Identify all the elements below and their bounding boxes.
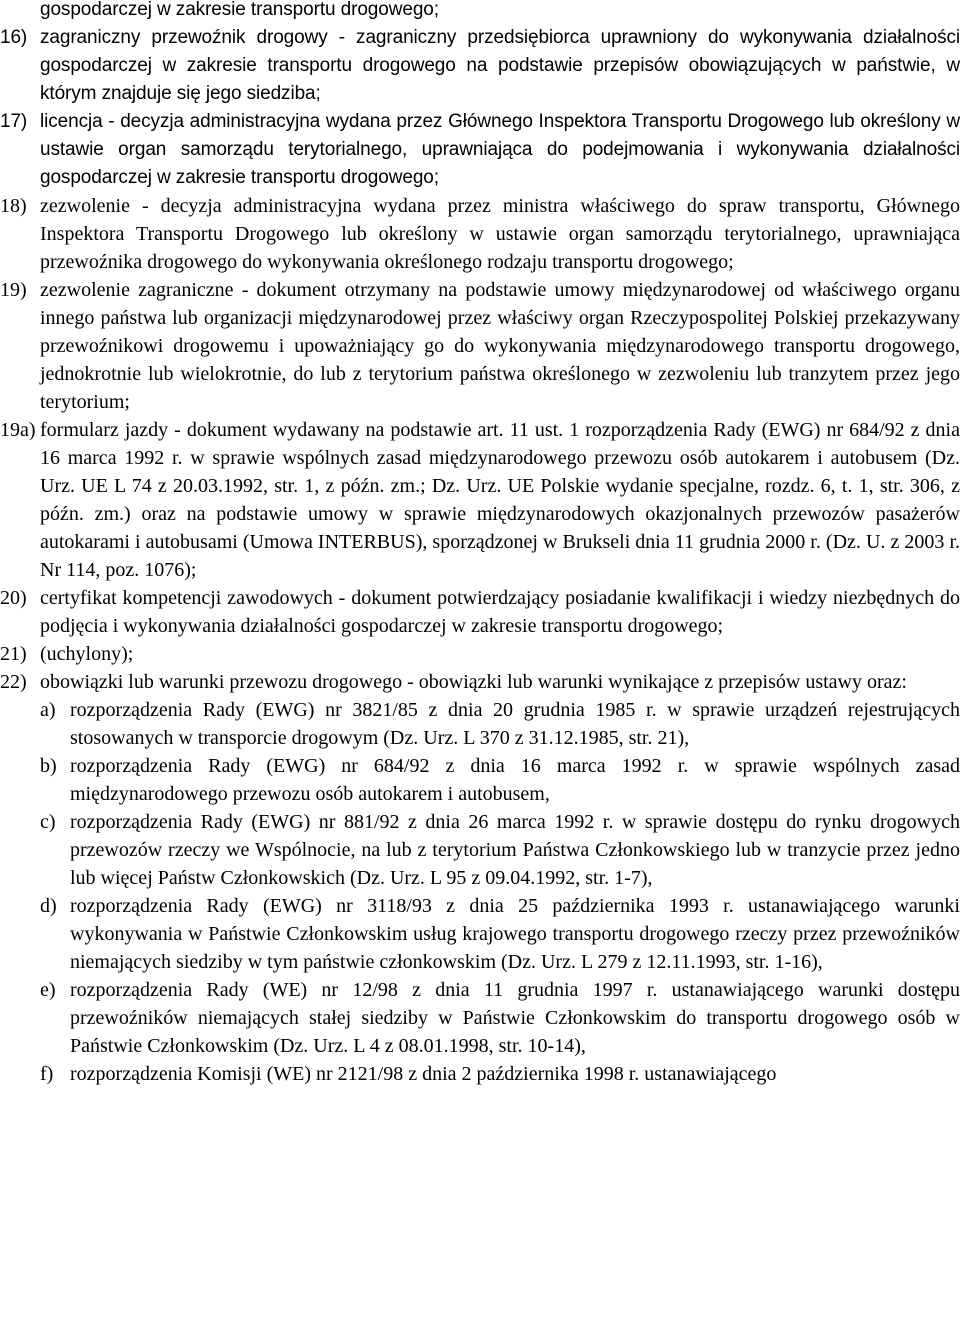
sub-item-letter: f) bbox=[40, 1063, 54, 1085]
item-number: 20) bbox=[0, 587, 27, 609]
sub-item-d bbox=[0, 892, 960, 976]
sub-item-letter: b) bbox=[40, 755, 57, 777]
sub-item-text: rozporządzenia Rady (EWG) nr 684/92 z dnia 16 marca 1992 r. w sprawie wspólnych zasad międzynarodowego przewozu osób autokarem i autobusem, bbox=[70, 755, 960, 805]
paragraph-text: gospodarczej w zakresie transportu drogowego; bbox=[40, 0, 439, 20]
sub-item-letter: e) bbox=[40, 979, 56, 1001]
item-text: licencja - decyzja administracyjna wydana przez Głównego Inspektora Transportu Drogowego lub określony w ustawie organ samorządu terytorialnego, uprawniająca do podejmowania i wykonywania działalności gospodarczej w zakresie transportu drogowego; bbox=[40, 111, 960, 188]
sub-item-b bbox=[0, 752, 960, 808]
sub-item-c bbox=[0, 808, 960, 892]
item-text: obowiązki lub warunki przewozu drogowego - obowiązki lub warunki wynikające z przepisów ustawy oraz: bbox=[40, 671, 907, 693]
sub-item-letter: d) bbox=[40, 895, 57, 917]
item-number: 18) bbox=[0, 195, 27, 217]
item-text: zezwolenie - decyzja administracyjna wydana przez ministra właściwego do spraw transportu, Głównego Inspektora Transportu Drogowego lub określony w ustawie organ samorządu terytorialnego, uprawniająca przewoźnika drogowego do wykonywania określonego rodzaju transportu drogowego; bbox=[40, 195, 960, 273]
definition-item-19 bbox=[0, 276, 960, 416]
paragraph-continuation bbox=[0, 0, 960, 24]
definition-item-21 bbox=[0, 640, 960, 668]
sub-item-text: rozporządzenia Rady (EWG) nr 881/92 z dnia 26 marca 1992 r. w sprawie dostępu do rynku drogowych przewozów rzeczy we Wspólnocie, na lub z terytorium Państwa Członkowskiego lub w tranzycie przez jedno lub więcej Państw Członkowskich (Dz. Urz. L 95 z 09.04.1992, str. 1-7), bbox=[70, 811, 960, 889]
definition-item-17 bbox=[0, 108, 960, 192]
item-number: 19a) bbox=[0, 419, 36, 441]
definition-item-22 bbox=[0, 668, 960, 696]
item-number: 17) bbox=[0, 111, 28, 132]
item-text: formularz jazdy - dokument wydawany na podstawie art. 11 ust. 1 rozporządzenia Rady (EWG) nr 684/92 z dnia 16 marca 1992 r. w sprawie wspólnych zasad międzynarodowego przewozu osób autokarem i autobusem (Dz. Urz. UE L 74 z 20.03.1992, str. 1, z późn. zm.; Dz. Urz. UE Polskie wydanie specjalne, rozdz. 6, t. 1, str. 306, z późn. zm.) oraz na podstawie umowy w sprawie międzynarodowych okazjonalnych przewozów pasażerów autokarami i autobusami (Umowa INTERBUS), sporządzonej w Brukseli dnia 11 grudnia 2000 r. (Dz. U. z 2003 r. Nr 114, poz. 1076); bbox=[40, 419, 960, 581]
sub-item-text: rozporządzenia Rady (WE) nr 12/98 z dnia 11 grudnia 1997 r. ustanawiającego warunki dostępu przewoźników niemających stałej siedziby w Państwie Członkowskim do transportu drogowego osób w Państwie Członkowskim (Dz. Urz. L 4 z 08.01.1998, str. 10-14), bbox=[70, 979, 960, 1057]
item-number: 22) bbox=[0, 671, 27, 693]
item-number: 16) bbox=[0, 27, 28, 48]
sub-item-e bbox=[0, 976, 960, 1060]
sub-item-f bbox=[0, 1060, 960, 1088]
item-text: zezwolenie zagraniczne - dokument otrzymany na podstawie umowy międzynarodowej od właściwego organu innego państwa lub organizacji międzynarodowej przez właściwy organ Rzeczypospolitej Polskiej przekazywany przewoźnikowi drogowemu i upoważniający go do wykonywania międzynarodowego transportu drogowego, jednokrotnie lub wielokrotnie, do lub z terytorium państwa określonego w zezwoleniu lub tranzytem przez jego terytorium; bbox=[40, 279, 960, 413]
sub-item-a bbox=[0, 696, 960, 752]
definition-item-18 bbox=[0, 192, 960, 276]
item-text: certyfikat kompetencji zawodowych - dokument potwierdzający posiadanie kwalifikacji i wiedzy niezbędnych do podjęcia i wykonywania działalności gospodarczej w zakresie transportu drogowego; bbox=[40, 587, 960, 637]
definition-item-16 bbox=[0, 24, 960, 108]
item-text: zagraniczny przewoźnik drogowy - zagraniczny przedsiębiorca uprawniony do wykonywania działalności gospodarczej w zakresie transportu drogowego na podstawie przepisów obowiązujących w państwie, w którym znajduje się jego siedziba; bbox=[40, 27, 960, 104]
item-number: 21) bbox=[0, 643, 27, 665]
definition-item-20 bbox=[0, 584, 960, 640]
item-number: 19) bbox=[0, 279, 27, 301]
sub-item-letter: a) bbox=[40, 699, 56, 721]
definition-item-19a bbox=[0, 416, 960, 584]
sub-item-letter: c) bbox=[40, 811, 56, 833]
sub-item-text: rozporządzenia Rady (EWG) nr 3118/93 z dnia 25 października 1993 r. ustanawiającego warunki wykonywania w Państwie Członkowskim usług krajowego transportu drogowego rzeczy przez przewoźników niemających siedziby w tym państwie członkowskim (Dz. Urz. L 279 z 12.11.1993, str. 1-16), bbox=[70, 895, 960, 973]
sub-item-text: rozporządzenia Komisji (WE) nr 2121/98 z dnia 2 października 1998 r. ustanawiającego bbox=[70, 1063, 777, 1085]
sub-item-text: rozporządzenia Rady (EWG) nr 3821/85 z dnia 20 grudnia 1985 r. w sprawie urządzeń rejestrujących stosowanych w transporcie drogowym (Dz. Urz. L 370 z 31.12.1985, str. 21), bbox=[70, 699, 960, 749]
item-text: (uchylony); bbox=[40, 643, 134, 665]
